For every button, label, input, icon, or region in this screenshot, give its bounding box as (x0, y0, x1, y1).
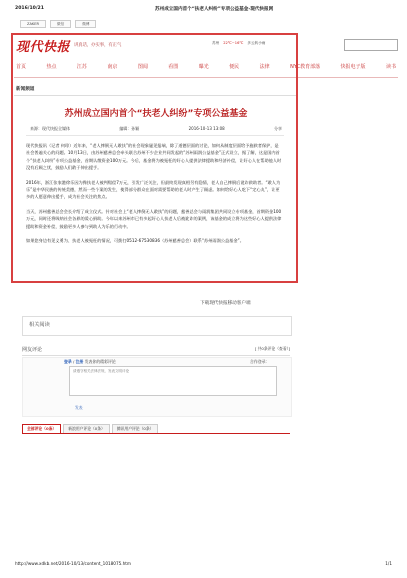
related-reading-title: 相关阅读 (29, 322, 50, 328)
article-author: 编辑：孙颖 (119, 126, 140, 131)
nav-item-books[interactable]: 读书 (385, 64, 396, 70)
comments-divider (22, 355, 290, 356)
print-page-number: 1/1 (385, 561, 392, 566)
article-paragraph: 当天，苏州慈善总会会长介绍了成立仪式。针对社会上“老人摔倒无人敢扶”的问题，慈善总会与雨润集团共同设立专项基金，首期资金100万元，同时还将吸纳社会各界的爱心捐助。今年以来苏州市已有多起好心人扶老人后被讹诈的案例，该基金的成立将为这些好心人提供法律援助和资金补偿，鼓励更多人参与到助人为乐的行动中。 (26, 208, 282, 229)
nav-item-exposure[interactable]: 曝光 (198, 64, 209, 70)
article-headline: 苏州成立国内首个“扶老人纠纷”专项公益基金 (64, 109, 248, 119)
nav-item-nanjing[interactable]: 南京 (107, 64, 118, 70)
site-slogan: 讲真话，办实事，有正气 (74, 43, 122, 48)
highlight-frame (11, 33, 298, 283)
article-paragraph: 如果您身边有见义勇为、扶老人被冤枉的情况，可拨打0512-67530836（苏州慈善总会）联系“苏州雨润公益基金”。 (26, 238, 244, 244)
download-app-link[interactable]: 下载现代快报移动客户端 (200, 301, 251, 306)
print-page-title: 苏州成立国内首个“扶老人纠纷”专项公益基金-现代快报网 (155, 7, 274, 12)
comment-textarea[interactable]: 请遵守相关法律法规，发表文明评论 (69, 366, 277, 396)
tab-all-comments[interactable]: 全部评论（0条） (22, 424, 61, 433)
section-label[interactable]: 新闻频道 (16, 87, 35, 92)
nav-item-home[interactable]: 首页 (16, 64, 27, 70)
related-reading-box (22, 316, 292, 336)
nav-item-hot[interactable]: 热点 (46, 64, 57, 70)
print-footer (15, 561, 392, 571)
partner-login-label: 合作登录： (250, 359, 270, 364)
nav-item-view[interactable]: 看图 (168, 64, 179, 70)
topbar-link-zaker[interactable]: ZAKER (20, 20, 46, 28)
login-link[interactable]: 登录 (64, 359, 72, 364)
article-paragraph: 2016年，浙江张家港徐乐因为搀扶老人被判赔偿7万元，引发广泛关注，但最终发现真相另有隐情，老人自己摔倒后讹诈救助者。“敢人为乐”是中华民族的传统美德，然而一些个案的发生，使得部分群众在面对需要帮助的老人时产生了顾虑。如何给好心人吃下“定心丸”，让更多的人愿意伸出援手，成为社会关注的焦点。 (26, 179, 281, 200)
weather-temp: 22℃~16℃ (223, 41, 244, 45)
article-source: 来源：现代快报全媒体 (30, 126, 70, 131)
submit-comment-button[interactable]: 发表 (75, 405, 83, 410)
tab-sina-comments[interactable]: 新浪用户评论（0条） (63, 424, 110, 433)
login-hint: 发表你的精彩评论 (84, 359, 116, 364)
nav-item-education[interactable]: NYC教育部落 (290, 64, 321, 70)
article-paragraph: 现代快报讯（记者 何琼）近年来，“老人摔倒无人敢扶”的社会现象屡见报端，除了道德层面的讨论，如何从制度层面给予施救者保护，是社会普遍关心的问题。10月13日，由苏州慈善总会牵头联合苏州不少企业共同发起的“苏州雨润公益基金”正式设立，据了解，这是国内首个“扶老人纠纷”专项公益基金，首期认缴资金100万元。今后，基金将为被冤枉的好心人提供法律援助和经济补偿，让好心人在帮助他人时没有后顾之忧，鼓励人们敢于伸出援手。 (26, 143, 282, 171)
print-header (15, 6, 392, 16)
nav-item-jiangsu[interactable]: 江苏 (76, 64, 87, 70)
comments-count-link[interactable]: [ 共0条评论（查看）] (254, 346, 290, 351)
print-url: http://www.xdkb.net/2016-10/13/content_1018075.htm (15, 561, 132, 566)
comment-tabs (22, 424, 290, 434)
topbar-link-wechat[interactable]: 微信 (50, 20, 71, 28)
weather-desc: 多云转小雨 (247, 41, 266, 45)
nav-item-law[interactable]: 法律 (259, 64, 270, 70)
top-link-bar (20, 20, 96, 28)
tab-tencent-comments[interactable]: 腾讯用户评论（0条） (112, 424, 159, 433)
register-link[interactable]: 注册 (75, 359, 84, 364)
nav-item-services[interactable]: 便民 (229, 64, 240, 70)
comments-heading: 网友评论 (22, 347, 43, 353)
site-logo[interactable]: 现代快报 (16, 40, 71, 55)
search-input[interactable] (344, 39, 398, 51)
print-date: 2016/10/21 (15, 6, 44, 11)
comment-login-row: 登录 / 注册 发表你的精彩评论 (64, 359, 116, 364)
topbar-link-weibo[interactable]: 微博 (75, 20, 96, 28)
nav-item-epaper[interactable]: 快报电子版 (340, 64, 366, 70)
weather-city: 苏州 (212, 41, 220, 45)
share-button[interactable]: 分享 (273, 126, 282, 131)
nav-item-photo-news[interactable]: 图闻 (137, 64, 148, 70)
article-time: 2016-10-13 13:08 (188, 126, 225, 131)
